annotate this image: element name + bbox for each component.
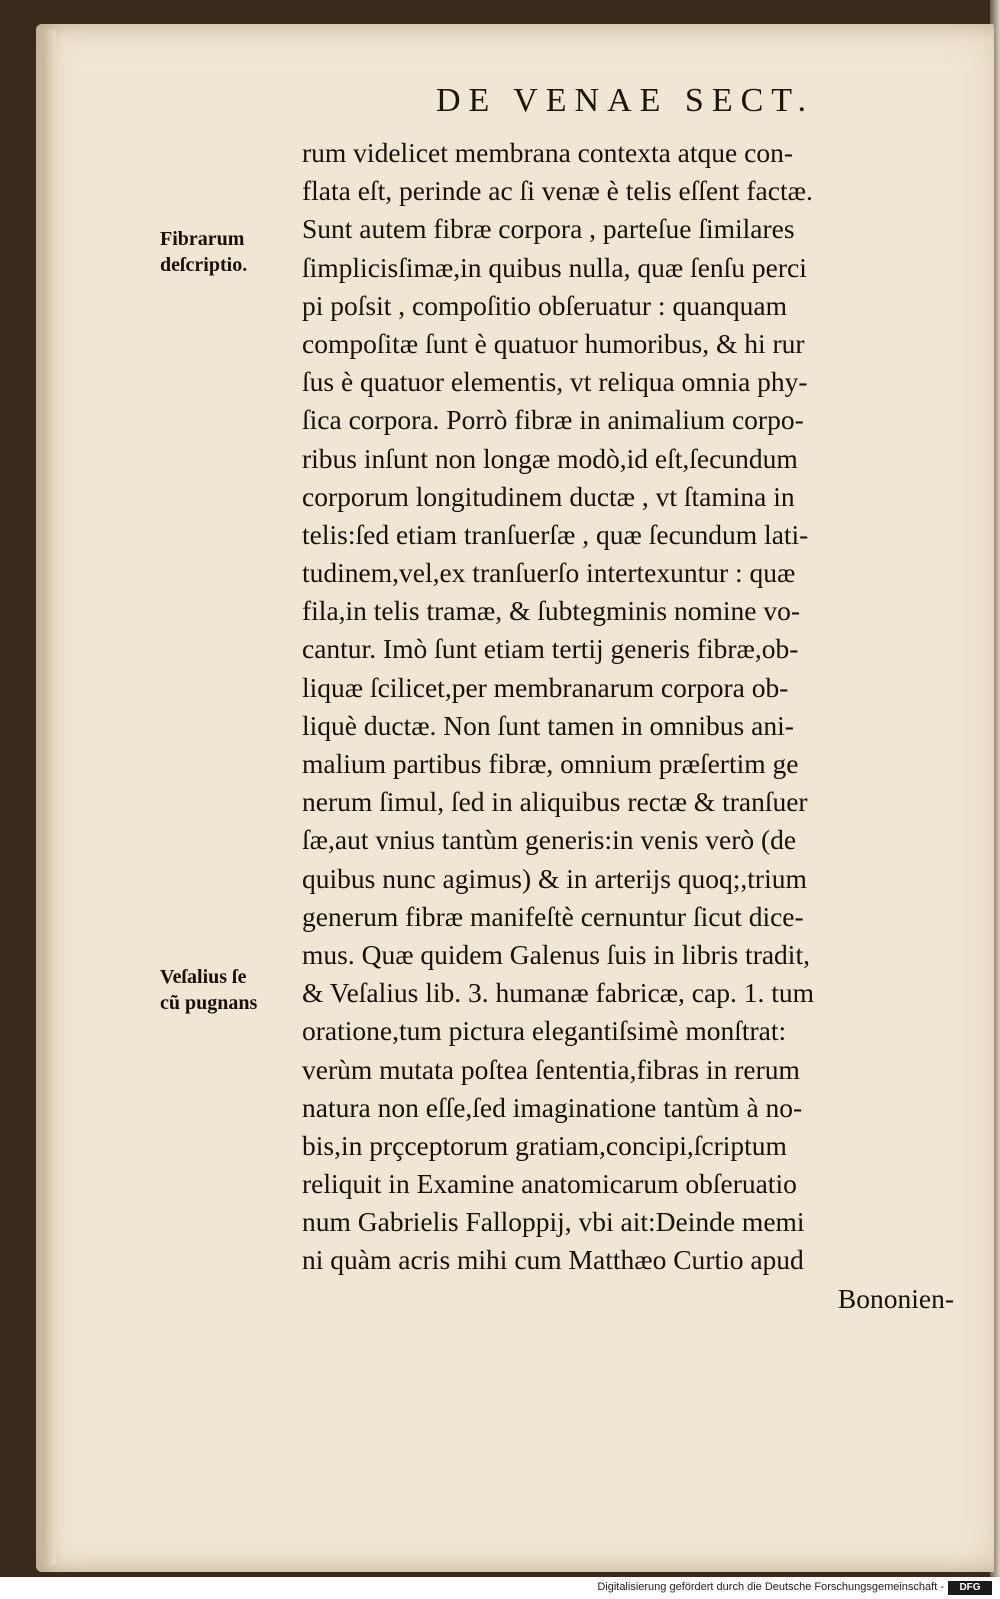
text-line: fila,in telis tramæ, & ſubtegminis nomine vo-: [302, 595, 800, 627]
text-line: mus. Quæ quidem Galenus ſuis in libris tradit,: [302, 938, 810, 970]
text-line: corporum longitudinem ductæ , vt ſtamina in: [302, 480, 795, 512]
text-line: ſus è quatuor elementis, vt reliqua omnia phy-: [302, 366, 808, 398]
body-text: [302, 134, 962, 1318]
text-line: verùm mutata poſtea ſententia,fibras in rerum: [302, 1053, 800, 1085]
text-line: cantur. Imò ſunt etiam tertij generis fibræ,ob-: [302, 633, 799, 665]
text-line: tudinem,vel,ex tranſuerſo intertexuntur : quæ: [302, 557, 796, 589]
text-line: ribus inſunt non longæ modò,id eſt,ſecundum: [302, 442, 798, 474]
marginal-note-fibrarum: [160, 226, 247, 278]
text-line: pi poſsit , compoſitio obſeruatur : quanquam: [302, 289, 787, 321]
text-line: ſæ,aut vnius tantùm generis:in venis verò (de: [302, 824, 797, 856]
running-head: DE VENAE SECT.: [436, 82, 815, 119]
text-line: bis,in prçceptorum gratiam,concipi,ſcriptum: [302, 1129, 787, 1161]
text-line: & Veſalius lib. 3. humanæ fabricæ, cap. 1. tum: [302, 977, 814, 1009]
text-line: reliquit in Examine anatomicarum obſeruatio: [302, 1168, 797, 1200]
text-line: num Gabrielis Falloppij, vbi ait:Deinde memi: [302, 1206, 805, 1238]
catchword: Bononien-: [837, 1282, 954, 1314]
page-fold-shadow: [42, 30, 56, 1566]
dfg-logo: DFG: [948, 1581, 992, 1595]
text-line: ſimplicisſimæ,in quibus nulla, quæ ſenſu perci: [302, 251, 807, 283]
text-line: natura non eſſe,ſed imaginatione tantùm à no-: [302, 1091, 803, 1123]
text-line: liquè ductæ. Non ſunt tamen in omnibus ani-: [302, 709, 794, 741]
text-line: flata eſt, perinde ac ſi venæ è telis eſſent factæ.: [302, 175, 813, 207]
marginal-note-line: deſcriptio.: [160, 254, 248, 276]
text-line: ſica corpora. Porrò fibræ in animalium corpo-: [302, 404, 804, 436]
digitization-footer: [0, 1579, 1000, 1599]
text-line: liquæ ſcilicet,per membranarum corpora ob-: [302, 671, 789, 703]
text-line: malium partibus fibræ, omnium præſertim ge: [302, 748, 799, 779]
funding-credit: Digitalisierung gefördert durch die Deutsche Forschungsgemeinschaft -: [597, 1581, 944, 1593]
marginal-note-line: Veſalius ſe: [160, 966, 247, 988]
marginal-note-vesalius: [160, 964, 257, 1016]
text-line: telis:ſed etiam tranſuerſæ , quæ ſecundum lati-: [302, 518, 809, 550]
text-line: nerum ſimul, ſed in aliquibus rectæ & tranſuer: [302, 786, 808, 818]
text-line: rum videlicet membrana contexta atque con-: [302, 137, 793, 168]
marginal-note-line: Fibrarum: [160, 228, 245, 250]
text-line: Sunt autem fibræ corpora , parteſue ſimilares: [302, 213, 795, 245]
text-line: oratione,tum pictura elegantiſsimè monſtrat:: [302, 1015, 787, 1047]
marginal-note-line: cũ pugnans: [160, 992, 258, 1014]
text-line: compoſitæ ſunt è quatuor humoribus, & hi rur: [302, 327, 805, 359]
text-line: generum fibræ manifeſtè cernuntur ſicut dice-: [302, 900, 804, 932]
text-line: ni quàm acris mihi cum Matthæo Curtio apud: [302, 1244, 804, 1276]
text-line: quibus nunc agimus) & in arterijs quoq;,trium: [302, 862, 807, 894]
